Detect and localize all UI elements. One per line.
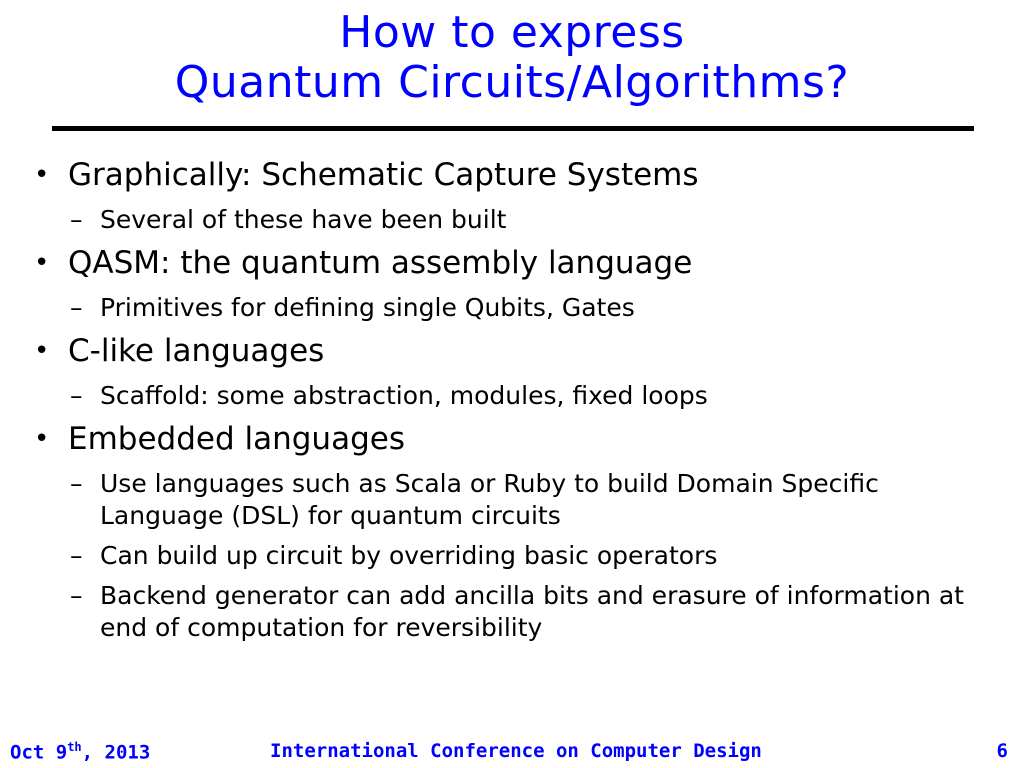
sub-bullet-text: Can build up circuit by overriding basic operators (100, 541, 718, 570)
bullet-list (30, 150, 990, 644)
sub-bullet-item (30, 468, 990, 532)
bullet-item (30, 420, 990, 458)
dash-icon: – (70, 581, 83, 610)
title-line-2: Quantum Circuits/Algorithms? (174, 57, 850, 108)
dash-icon: – (70, 469, 83, 498)
dash-icon: – (70, 381, 83, 410)
footer-date-prefix: Oct 9 (10, 741, 68, 764)
slide-title (0, 8, 1024, 108)
bullet-item (30, 332, 990, 370)
slide-footer (0, 738, 1024, 768)
title-divider (52, 126, 974, 131)
bullet-text: Embedded languages (68, 421, 405, 457)
footer-date (10, 740, 150, 763)
bullet-text: QASM: the quantum assembly language (68, 245, 693, 281)
sub-bullet-text: Several of these have been built (100, 205, 507, 234)
bullet-icon: • (34, 424, 50, 454)
sub-bullet-item (30, 292, 990, 324)
sub-bullet-text: Use languages such as Scala or Ruby to build Domain Specific Language (DSL) for quantum circuits (100, 469, 879, 530)
sub-bullet-item (30, 204, 990, 236)
page-number: 6 (996, 740, 1008, 762)
bullet-item (30, 156, 990, 194)
footer-date-sup: th (67, 740, 82, 754)
dash-icon: – (70, 541, 83, 570)
sub-bullet-text: Primitives for defining single Qubits, Gates (100, 293, 635, 322)
footer-conference: International Conference on Computer Design (270, 740, 762, 762)
sub-bullet-item (30, 380, 990, 412)
sub-bullet-item (30, 540, 990, 572)
sub-bullet-text: Scaffold: some abstraction, modules, fixed loops (100, 381, 708, 410)
bullet-icon: • (34, 160, 50, 190)
title-line-1: How to express (339, 7, 685, 58)
footer-date-suffix: , 2013 (81, 741, 151, 764)
bullet-icon: • (34, 248, 50, 278)
bullet-text: C-like languages (68, 333, 325, 369)
sub-bullet-item (30, 580, 990, 644)
dash-icon: – (70, 205, 83, 234)
dash-icon: – (70, 293, 83, 322)
bullet-text: Graphically: Schematic Capture Systems (68, 157, 699, 193)
bullet-item (30, 244, 990, 282)
sub-bullet-text: Backend generator can add ancilla bits and erasure of information at end of computation for reversibility (100, 581, 964, 642)
bullet-icon: • (34, 336, 50, 366)
